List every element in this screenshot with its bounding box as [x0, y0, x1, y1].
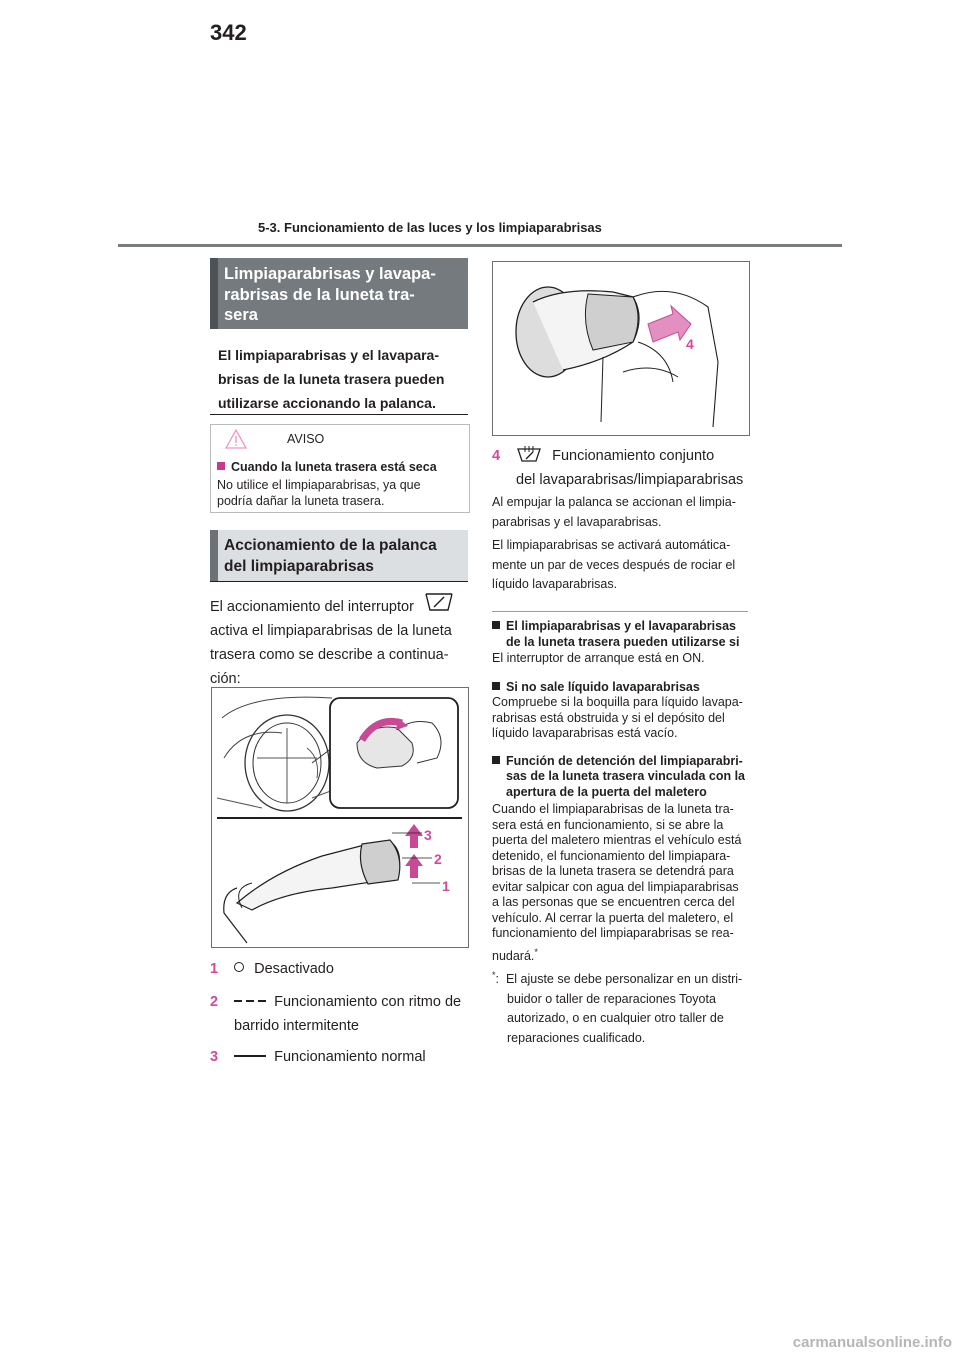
- bullet-square-icon: [492, 621, 500, 629]
- lever-push-illustration: [493, 262, 749, 435]
- bullet-square-icon: [492, 756, 500, 764]
- page-number: 342: [210, 20, 247, 45]
- warning-box: [210, 424, 470, 513]
- item-intermittent: 2 Funcionamiento con ritmo de barrido intermitente: [210, 994, 462, 1034]
- note-tailgate-stop: Función de detención del limpiaparabri- sas de la luneta trasera vinculada con la apertura de la puerta del maletero Cuando el limpiaparabrisas de la luneta tra- sera está en funcionamiento, si se abre la puerta del maletero mientras el vehículo está detenido, el funcionamiento del limpiapara- brisas de la luneta trasera se detendrá para evitar salpicar con agua del limpiaparabrisas a las personas que se encuentren cerca del vehículo. Al cerrar la puerta del maletero, el funcionamiento del limpiaparabrisas se rea- nudará.*: [492, 753, 745, 963]
- lever-operation-figure: [211, 687, 469, 948]
- intermittent-dash-icon: [234, 1000, 266, 1002]
- section-title-lever-operation: Accionamiento de la palanca del limpiaparabrisas: [210, 530, 468, 582]
- figure-label-1: 1: [442, 878, 450, 894]
- section-intro: El limpiaparabrisas y el lavapara- brisas de la luneta trasera pueden utilizarse accionando la palanca.: [210, 340, 468, 415]
- off-circle-icon: [234, 962, 244, 972]
- lever-description: El accionamiento del interruptor activa el limpiaparabrisas de la luneta trasera como se describe a continua- ción:: [210, 599, 452, 687]
- figure-label-3: 3: [424, 827, 432, 843]
- washer-operation-figure: [492, 261, 750, 436]
- item-off: 1 Desactivado: [210, 961, 334, 977]
- washer-description: Al empujar la palanca se accionan el limpia- parabrisas y el lavaparabrisas. El limpiaparabrisas se activará automática- mente un par de veces después de rociar el líquido lavaparabrisas.: [492, 495, 736, 591]
- notes: [492, 619, 754, 1048]
- rear-wiper-switch-icon: [424, 592, 454, 614]
- footnote: *: El ajuste se debe personalizar en un distri- buidor o taller de reparaciones Toyota autorizado, o en cualquier otro taller de reparaciones cualificado.: [492, 970, 743, 1045]
- chapter-heading: 5-3. Funcionamiento de las luces y los limpiaparabrisas: [258, 220, 602, 235]
- warning-triangle-icon: [225, 429, 247, 449]
- item-washer: 4 Funcionamiento conjunto del lavaparabrisas/limpiaparabrisas: [492, 444, 752, 492]
- section-title-rear-wiper: Limpiaparabrisas y lavapa- rabrisas de la luneta tra- sera: [210, 258, 468, 329]
- note-no-fluid: Si no sale líquido lavaparabrisas Compruebe si la boquilla para líquido lavapa- rabrisas está obstruida y si el depósito del líquido lavaparabrisas está vacío.: [492, 679, 743, 740]
- warning-heading: Cuando la luneta trasera está seca: [217, 460, 437, 474]
- figure-label-2: 2: [434, 851, 442, 867]
- lever-illustration: [212, 688, 468, 947]
- bullet-square-icon: [217, 462, 225, 470]
- normal-line-icon: [234, 1055, 266, 1057]
- bullet-square-icon: [492, 682, 500, 690]
- notes-rule: [492, 611, 748, 612]
- warning-text: No utilice el limpiaparabrisas, ya que podría dañar la luneta trasera.: [217, 478, 421, 508]
- washer-switch-icon: [516, 445, 542, 463]
- watermark: carmanualsonline.info: [792, 1334, 952, 1351]
- item-normal: 3 Funcionamiento normal: [210, 1049, 426, 1065]
- note-availability: El limpiaparabrisas y el lavaparabrisas de la luneta trasera pueden utilizarse si El interruptor de arranque está en ON.: [492, 619, 740, 665]
- header-rule: [118, 244, 842, 247]
- figure-label-4: 4: [686, 336, 694, 352]
- warning-label: AVISO: [287, 432, 325, 446]
